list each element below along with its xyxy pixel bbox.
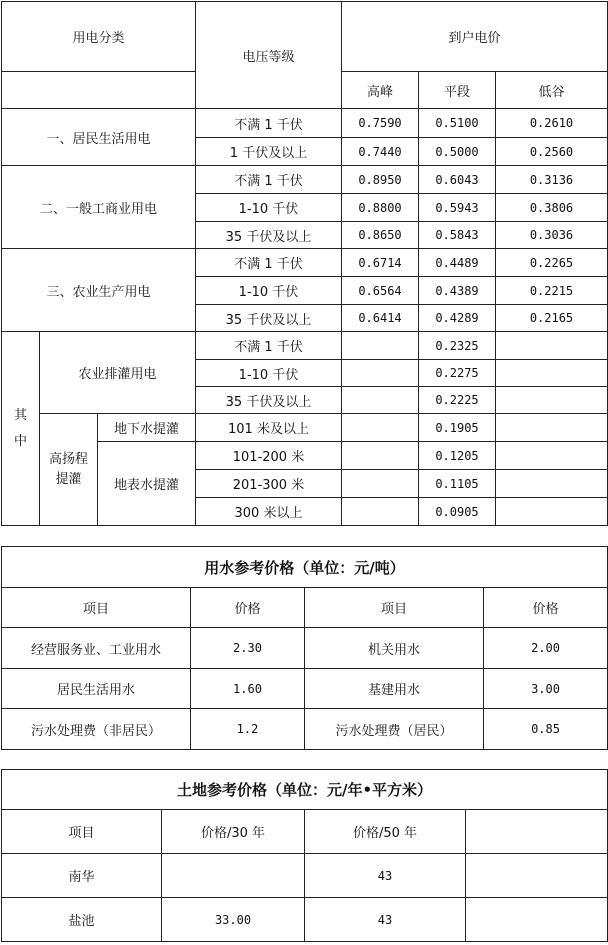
high-lift-text: 高扬程提灌 [48, 451, 88, 487]
flat-price: 0.2225 [419, 387, 496, 414]
peak-blank [342, 387, 419, 414]
peak-price: 0.6564 [342, 277, 419, 305]
voltage-cell: 不满 1 千伏 [196, 249, 342, 277]
valley-price: 0.2165 [496, 305, 608, 332]
voltage-cell: 1-10 千伏 [196, 360, 342, 387]
valley-blank [496, 442, 608, 470]
land-blank [466, 898, 608, 942]
land-col-30: 价格/30 年 [162, 810, 305, 854]
water-price-table [1, 546, 608, 750]
flat-price: 0.1905 [419, 414, 496, 442]
header-voltage: 电压等级 [196, 2, 342, 109]
header-price: 到户电价 [342, 2, 608, 72]
group-residential: 一、居民生活用电 [2, 109, 196, 166]
peak-blank [342, 360, 419, 387]
flat-price: 0.4389 [419, 277, 496, 305]
flat-price: 0.5943 [419, 194, 496, 222]
land-price-30: 33.00 [162, 898, 305, 942]
voltage-cell: 1-10 千伏 [196, 277, 342, 305]
flat-price: 0.0905 [419, 498, 496, 526]
peak-price: 0.7440 [342, 138, 419, 166]
land-price-50: 43 [305, 854, 466, 898]
voltage-cell: 不满 1 千伏 [196, 166, 342, 194]
land-item: 盐池 [2, 898, 162, 942]
flat-price: 0.5100 [419, 109, 496, 138]
peak-blank [342, 470, 419, 498]
peak-blank [342, 442, 419, 470]
water-item: 居民生活用水 [2, 669, 191, 709]
header-valley: 低谷 [496, 72, 608, 109]
voltage-cell: 300 米以上 [196, 498, 342, 526]
water-col-item: 项目 [2, 588, 191, 628]
voltage-cell: 35 千伏及以上 [196, 305, 342, 332]
land-blank [466, 854, 608, 898]
among-text: 其中 [13, 407, 27, 449]
land-col-item: 项目 [2, 810, 162, 854]
land-item: 南华 [2, 854, 162, 898]
valley-price: 0.3806 [496, 194, 608, 222]
valley-blank [496, 360, 608, 387]
peak-blank [342, 498, 419, 526]
water-col-price: 价格 [191, 588, 305, 628]
water-col-item: 项目 [305, 588, 484, 628]
water-item: 机关用水 [305, 628, 484, 669]
flat-price: 0.5843 [419, 222, 496, 249]
header-peak: 高峰 [342, 72, 419, 109]
voltage-cell: 1 千伏及以上 [196, 138, 342, 166]
among-label [2, 332, 40, 526]
electricity-price-table [1, 1, 608, 526]
voltage-cell: 1-10 千伏 [196, 194, 342, 222]
peak-price: 0.7590 [342, 109, 419, 138]
flat-price: 0.6043 [419, 166, 496, 194]
voltage-cell: 35 千伏及以上 [196, 387, 342, 414]
voltage-cell: 101 米及以上 [196, 414, 342, 442]
header-flat: 平段 [419, 72, 496, 109]
water-table-title: 用水参考价格（单位：元/吨） [2, 547, 608, 588]
peak-blank [342, 414, 419, 442]
water-price: 1.60 [191, 669, 305, 709]
irrigation-label: 农业排灌用电 [40, 332, 196, 414]
valley-blank [496, 470, 608, 498]
valley-price: 0.2215 [496, 277, 608, 305]
flat-price: 0.2325 [419, 332, 496, 360]
flat-price: 0.2275 [419, 360, 496, 387]
group-commercial: 二、一般工商业用电 [2, 166, 196, 249]
voltage-cell: 不满 1 千伏 [196, 109, 342, 138]
flat-price: 0.4489 [419, 249, 496, 277]
surface-water-label: 地表水提灌 [98, 442, 196, 526]
land-price-table [1, 769, 608, 942]
valley-blank [496, 332, 608, 360]
water-col-price: 价格 [484, 588, 608, 628]
flat-price: 0.1205 [419, 442, 496, 470]
water-item: 经营服务业、工业用水 [2, 628, 191, 669]
water-item: 污水处理费（非居民） [2, 709, 191, 750]
voltage-cell: 不满 1 千伏 [196, 332, 342, 360]
valley-price: 0.2265 [496, 249, 608, 277]
water-price: 2.00 [484, 628, 608, 669]
water-item: 基建用水 [305, 669, 484, 709]
water-price: 3.00 [484, 669, 608, 709]
land-table-title: 土地参考价格（单位：元/年•平方米） [2, 770, 608, 810]
header-blank [2, 72, 196, 109]
flat-price: 0.5000 [419, 138, 496, 166]
flat-price: 0.1105 [419, 470, 496, 498]
peak-price: 0.6714 [342, 249, 419, 277]
water-price: 2.30 [191, 628, 305, 669]
group-agriculture: 三、农业生产用电 [2, 249, 196, 332]
land-col-blank [466, 810, 608, 854]
voltage-cell: 35 千伏及以上 [196, 222, 342, 249]
valley-price: 0.2610 [496, 109, 608, 138]
peak-price: 0.8800 [342, 194, 419, 222]
valley-price: 0.2560 [496, 138, 608, 166]
valley-blank [496, 498, 608, 526]
land-price-50: 43 [305, 898, 466, 942]
high-lift-label [40, 414, 98, 526]
peak-price: 0.6414 [342, 305, 419, 332]
water-item: 污水处理费（居民） [305, 709, 484, 750]
peak-price: 0.8950 [342, 166, 419, 194]
header-category: 用电分类 [2, 2, 196, 72]
peak-price: 0.8650 [342, 222, 419, 249]
land-price-30 [162, 854, 305, 898]
groundwater-label: 地下水提灌 [98, 414, 196, 442]
valley-price: 0.3136 [496, 166, 608, 194]
voltage-cell: 201-300 米 [196, 470, 342, 498]
valley-blank [496, 387, 608, 414]
land-col-50: 价格/50 年 [305, 810, 466, 854]
valley-price: 0.3036 [496, 222, 608, 249]
peak-blank [342, 332, 419, 360]
water-price: 0.85 [484, 709, 608, 750]
water-price: 1.2 [191, 709, 305, 750]
voltage-cell: 101-200 米 [196, 442, 342, 470]
valley-blank [496, 414, 608, 442]
flat-price: 0.4289 [419, 305, 496, 332]
